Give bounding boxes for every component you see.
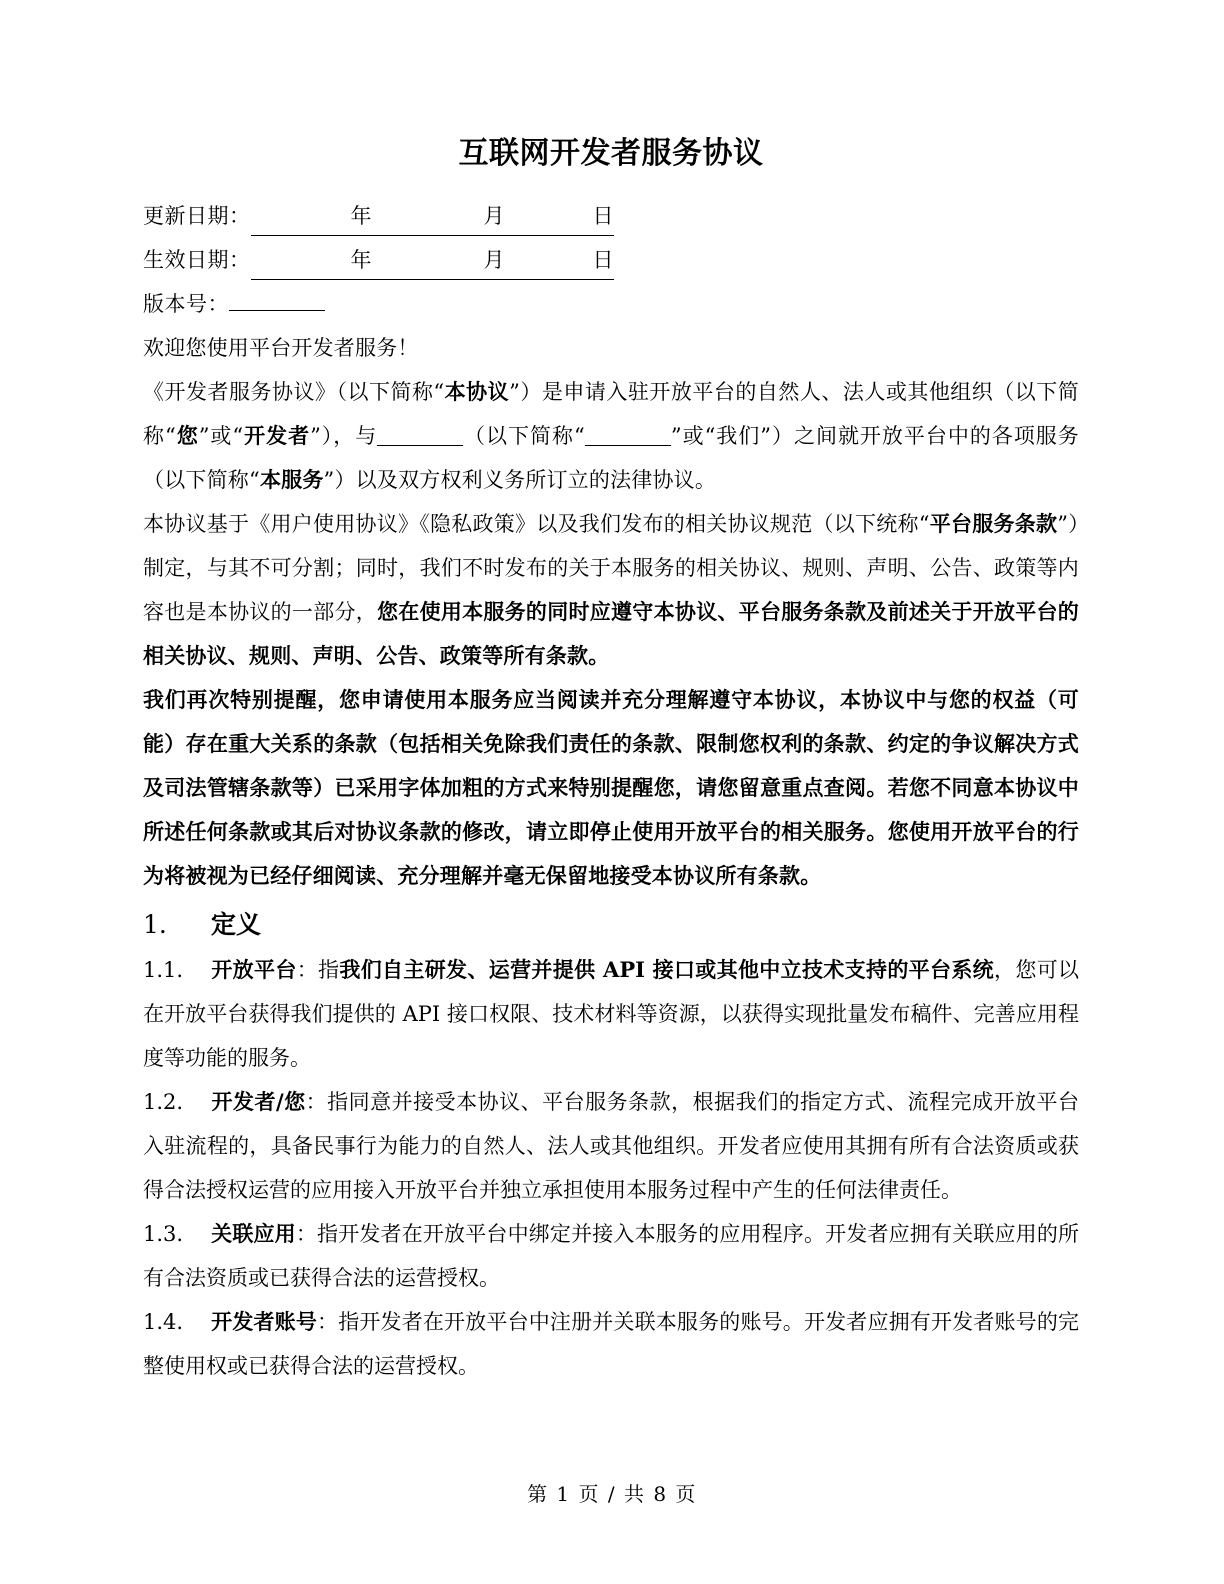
effective-date-day-unit: 日 bbox=[592, 248, 614, 272]
clause-1-2-body: 指同意并接受本协议、平台服务条款，根据我们的指定方式、流程完成开放平台入驻流程的，具备民事行为能力的自然人、法人或其他组织。开发者应使用其拥有所有合法资质或获得合法授权运营的应用接入开放平台并独立承担使用本服务过程中产生的任何法律责任。 bbox=[143, 1090, 1080, 1202]
intro-party-blank[interactable] bbox=[377, 445, 463, 446]
section-1-number: 1. bbox=[143, 910, 167, 939]
basis-bold-pingtaifuwutiaokuan: 平台服务条款 bbox=[929, 511, 1058, 536]
update-date-day-unit: 日 bbox=[592, 204, 614, 228]
clause-1-3-number: 1.3. bbox=[143, 1222, 184, 1246]
clause-1-1-body: ，您可以在开放平台获得我们提供的 API 接口权限、技术材料等资源，以获得实现批量发布稿件、完善应用程度等功能的服务。 bbox=[143, 958, 1080, 1070]
intro-bold-nin: 您 bbox=[175, 423, 199, 448]
update-date-month-unit: 月 bbox=[483, 204, 505, 228]
clause-1-1-bold-body: 我们自主研发、运营并提供 API 接口或其他中立技术支持的平台系统 bbox=[339, 957, 995, 982]
clause-1-3 bbox=[143, 1212, 1079, 1300]
intro-bold-benxieyi: 本协议 bbox=[444, 379, 510, 404]
effective-date-line bbox=[143, 238, 1079, 282]
document-meta-block bbox=[143, 194, 1079, 326]
clause-1-3-separator: ： bbox=[295, 1222, 318, 1246]
clause-1-4-number: 1.4. bbox=[143, 1310, 184, 1334]
basis-text-2: ”）制定，与其不可分割；同时，我们不时发布的关于本服务的相关协议、规则、声明、公告、政策等内容也是本协议的一部分， bbox=[143, 512, 1079, 624]
reminder-bold-text: 我们再次特别提醒，您申请使用本服务应当阅读并充分理解遵守本协议，本协议中与您的权益（可能）存在重大关系的条款（包括相关免除我们责任的条款、限制您权利的条款、约定的争议解决方式及司法管辖条款等）已采用字体加粗的方式来特别提醒您，请您留意重点查阅。若您不同意本协议中所述任何条款或其后对协议条款的修改，请立即停止使用开放平台的相关服务。您使用开放平台的行为将被视为已经仔细阅读、充分理解并毫无保留地接受本协议所有条款。 bbox=[143, 687, 1079, 888]
clause-1-4-term: 开发者账号 bbox=[211, 1309, 318, 1334]
clause-1-1 bbox=[143, 948, 1079, 1080]
intro-text-6: ”或“我们”）之间就开放平台中的各项服务（以下简称“ bbox=[143, 424, 1079, 492]
clause-1-2-number: 1.2. bbox=[143, 1090, 184, 1114]
effective-date-year-unit: 年 bbox=[350, 248, 372, 272]
clause-1-1-term: 开放平台 bbox=[211, 957, 297, 982]
intro-text-1: 《开发者服务协议》（以下简称“ bbox=[143, 380, 445, 404]
intro-text-4: ”），与 bbox=[310, 424, 378, 448]
update-date-label: 更新日期： bbox=[143, 204, 251, 228]
basis-text-1: 本协议基于《用户使用协议》《隐私政策》以及我们发布的相关协议规范（以下统称“ bbox=[143, 512, 930, 536]
document-body bbox=[143, 0, 1079, 1388]
reminder-paragraph bbox=[143, 678, 1079, 898]
page-footer bbox=[0, 1478, 1224, 1507]
clause-1-4 bbox=[143, 1300, 1079, 1388]
version-line bbox=[143, 282, 1079, 326]
effective-date-month-unit: 月 bbox=[483, 248, 505, 272]
intro-text-7: ”）以及双方权利义务所订立的法律协议。 bbox=[323, 468, 717, 492]
clause-1-1-number: 1.1. bbox=[143, 958, 184, 982]
update-date-fill[interactable] bbox=[251, 197, 614, 236]
intro-shortname-blank[interactable] bbox=[585, 445, 671, 446]
intro-text-3: ”或“ bbox=[198, 424, 244, 448]
intro-text-2: ”）是申请入驻开放平台的自然人、法人或其他组织（以下简称“ bbox=[143, 380, 1079, 448]
page-title: 互联网开发者服务协议 bbox=[458, 136, 764, 171]
version-blank[interactable] bbox=[229, 310, 325, 311]
update-date-year-unit: 年 bbox=[350, 204, 372, 228]
page-number-text: 第 1 页 / 共 8 页 bbox=[527, 1482, 697, 1506]
version-label: 版本号： bbox=[143, 292, 229, 316]
section-1-title: 定义 bbox=[211, 910, 262, 939]
section-1-heading bbox=[143, 902, 1079, 948]
clause-1-3-body: 指开发者在开放平台中绑定并接入本服务的应用程序。开发者应拥有关联应用的所有合法资质或已获得合法的运营授权。 bbox=[143, 1222, 1080, 1290]
clause-1-1-separator: ：指 bbox=[296, 958, 340, 982]
update-date-line bbox=[143, 194, 1079, 238]
welcome-paragraph: 欢迎您使用平台开发者服务！ bbox=[143, 336, 419, 360]
clause-1-2-term: 开发者/您 bbox=[211, 1089, 306, 1114]
basis-paragraph bbox=[143, 502, 1079, 678]
clause-1-3-term: 关联应用 bbox=[211, 1221, 296, 1246]
basis-bold-compliance: 您在使用本服务的同时应遵守本协议、平台服务条款及前述关于开放平台的相关协议、规则、声明、公告、政策等所有条款。 bbox=[143, 599, 1079, 668]
intro-bold-kaifazhe: 开发者 bbox=[243, 423, 311, 448]
effective-date-fill[interactable] bbox=[251, 241, 614, 280]
clause-1-4-body: 指开发者在开放平台中注册并关联本服务的账号。开发者应拥有开发者账号的完整使用权或已获得合法的运营授权。 bbox=[143, 1310, 1080, 1378]
effective-date-label: 生效日期： bbox=[143, 248, 251, 272]
clause-1-2-separator: ： bbox=[305, 1090, 328, 1114]
intro-text-5: （以下简称“ bbox=[463, 424, 585, 448]
clause-1-2 bbox=[143, 1080, 1079, 1212]
clause-1-4-separator: ： bbox=[317, 1310, 339, 1334]
intro-paragraph bbox=[143, 370, 1079, 502]
intro-bold-benfuwu: 本服务 bbox=[259, 467, 324, 492]
